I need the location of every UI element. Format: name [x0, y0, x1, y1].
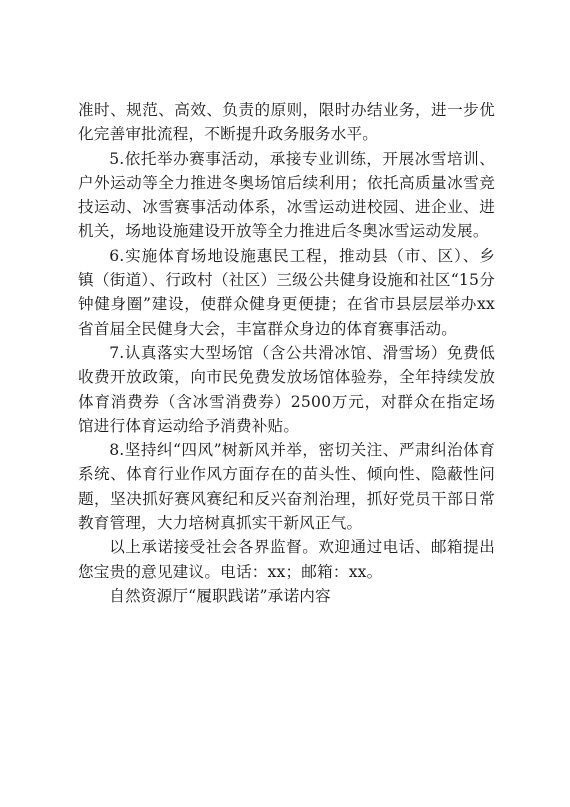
paragraph-item-5: 5.依托举办赛事活动，承接专业训练，开展冰雪培训、户外运动等全力推进冬奥场馆后续利用；依托高质量冰雪竞技运动、冰雪赛事活动体系，冰雪运动进校园、进企业、进机关，场地设施建设开放等全力推进后冬奥冰雪运动发展。 [78, 149, 495, 241]
document-body [78, 98, 495, 608]
paragraph-continuation: 准时、规范、高效、负责的原则，限时办结业务，进一步优化完善审批流程，不断提升政务服务水平。 [78, 101, 495, 144]
paragraph-item-7: 7.认真落实大型场馆（含公共滑冰馆、滑雪场）免费低收费开放政策，向市民免费发放场馆体验券，全年持续发放体育消费券（含冰雪消费券）2500万元，对群众在指定场馆进行体育运动给予消费补贴。 [78, 343, 495, 435]
paragraph-item-8: 8.坚持纠“四风”树新风并举，密切关注、严肃纠治体育系统、体育行业作风方面存在的苗头性、倾向性、隐蔽性问题，坚决抓好赛风赛纪和反兴奋剂治理，抓好党员干部日常教育管理，大力培树真抓实干新风正气。 [78, 441, 495, 533]
section-heading: 自然资源厅“履职践诺”承诺内容 [109, 586, 331, 605]
paragraph-supervision: 以上承诺接受社会各界监督。欢迎通过电话、邮箱提出您宝贵的意见建议。电话：xx；邮箱：xx。 [78, 538, 495, 581]
paragraph-item-6: 6.实施体育场地设施惠民工程，推动县（市、区）、乡镇（街道）、行政村（社区）三级公共健身设施和社区“15分钟健身圈”建设，使群众健身更便捷；在省市县层层举办xx省首届全民健身大会，丰富群众身边的体育赛事活动。 [78, 246, 495, 338]
